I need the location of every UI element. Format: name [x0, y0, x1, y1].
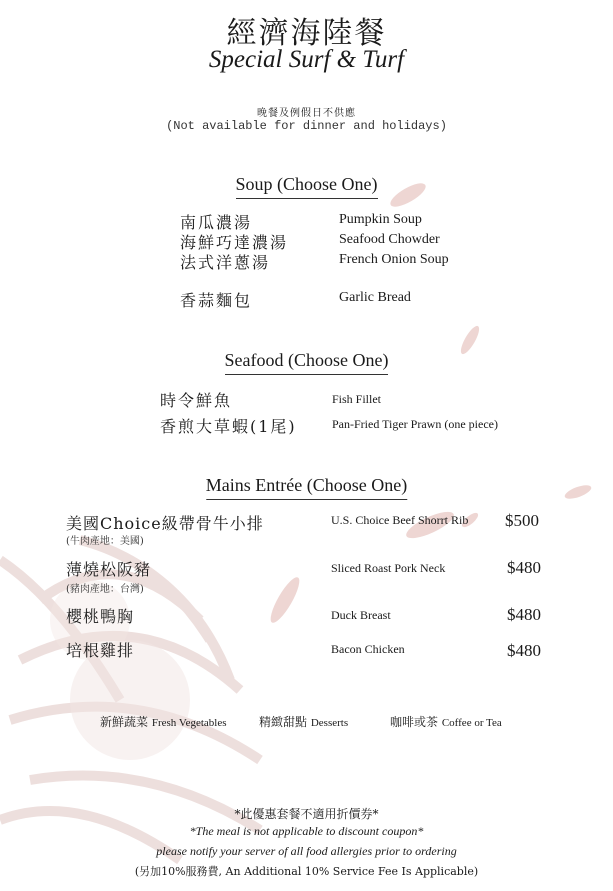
- coupon-note-en: *The meal is not applicable to discount coupon*: [189, 824, 424, 838]
- main-item-zh: 櫻桃鴨胸: [66, 607, 135, 626]
- soup-section-heading: Soup (Choose One): [236, 174, 378, 199]
- side-item-zh: 咖啡或茶: [390, 715, 439, 729]
- bread-item-zh: 香蒜麵包: [180, 291, 253, 310]
- main-item-zh: 培根雞排: [66, 641, 135, 660]
- service-fee-note: (另加10%服務費, An Additional 10% Service Fee Is Applicable): [134, 865, 479, 878]
- bread-item-en: Garlic Bread: [339, 290, 411, 305]
- side-item: [259, 713, 348, 730]
- side-item: [390, 713, 502, 730]
- side-item: [100, 713, 227, 730]
- main-item-en: U.S. Choice Beef Shorrt Rib: [331, 513, 469, 527]
- allergy-note: please notify your server of all food allergies prior to ordering: [156, 844, 457, 858]
- main-item-price: $480: [507, 641, 541, 660]
- side-item-zh: 精緻甜點: [259, 715, 308, 729]
- seafood-item-zh: 香煎大草蝦(1尾): [160, 417, 297, 436]
- seafood-item-zh: 時令鮮魚: [160, 391, 233, 410]
- soup-item-en: French Onion Soup: [339, 252, 449, 267]
- main-item-price: $500: [505, 511, 539, 530]
- main-item-origin: (豬肉產地：台灣): [66, 584, 144, 595]
- seafood-item-en: Pan-Fried Tiger Prawn (one piece): [332, 417, 498, 431]
- main-item-price: $480: [507, 605, 541, 624]
- menu-title-chinese: 經濟海陸餐: [226, 16, 387, 51]
- side-item-en: Fresh Vegetables: [151, 717, 227, 729]
- soup-item-en: Seafood Chowder: [339, 232, 440, 247]
- side-item-zh: 新鮮蔬菜: [100, 715, 149, 729]
- mains-section-heading: Mains Entrée (Choose One): [206, 475, 407, 500]
- main-item-zh: 薄燒松阪豬: [66, 560, 152, 579]
- main-item-en: Bacon Chicken: [331, 642, 405, 656]
- main-item-price: $480: [507, 558, 541, 577]
- side-item-en: Coffee or Tea: [441, 717, 502, 729]
- coupon-note-zh: *此優惠套餐不適用折價券*: [234, 807, 379, 821]
- main-item-zh: 美國Choice級帶骨牛小排: [66, 514, 264, 533]
- seafood-item-en: Fish Fillet: [332, 392, 382, 406]
- availability-note-english: (Not available for dinner and holidays): [166, 119, 447, 133]
- main-item-origin: (牛肉產地：美國): [66, 536, 144, 547]
- soup-item-zh: 海鮮巧達濃湯: [180, 233, 289, 252]
- side-item-en: Desserts: [310, 717, 349, 729]
- main-item-en: Duck Breast: [331, 608, 391, 622]
- soup-item-en: Pumpkin Soup: [339, 212, 422, 227]
- main-item-en: Sliced Roast Pork Neck: [331, 561, 446, 575]
- seafood-section-heading: Seafood (Choose One): [225, 350, 389, 375]
- menu-title-english: Special Surf & Turf: [208, 46, 405, 73]
- soup-item-zh: 南瓜濃湯: [180, 213, 253, 232]
- soup-item-zh: 法式洋蔥湯: [180, 253, 271, 272]
- availability-note-chinese: 晚餐及例假日不供應: [257, 108, 356, 119]
